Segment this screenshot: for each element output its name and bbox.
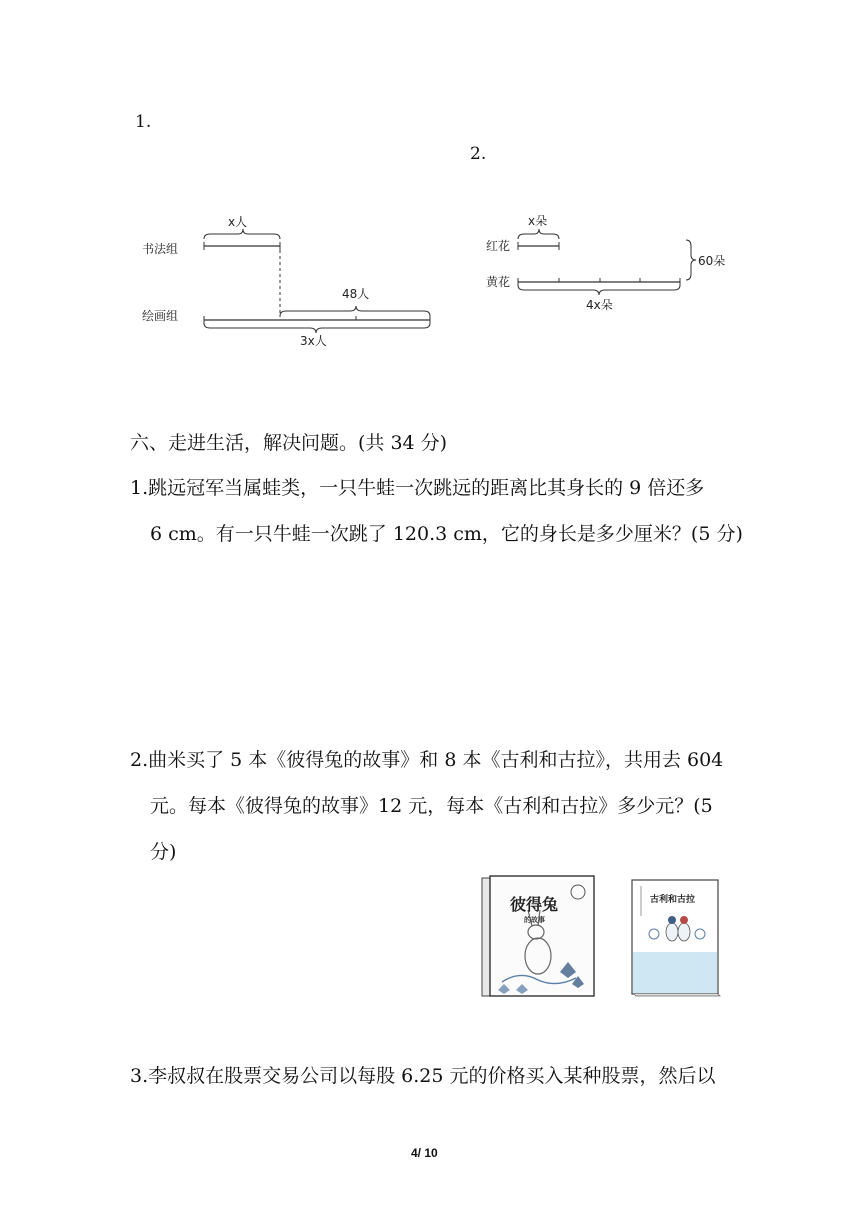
book-1-subtitle: 的故事 [524,916,545,924]
diagram-1-number: 1. [135,112,152,132]
book-2-title: 古利和古拉 [650,895,696,905]
section-heading: 六、走进生活，解决问题。(共 34 分) [130,432,448,454]
problem-2-line-2: 元。每本《彼得兔的故事》12 元，每本《古利和古拉》多少元？(5 [150,795,713,817]
diagram-2-line-segments [480,212,740,322]
problem-3-line-1: 3.李叔叔在股票交易公司以每股 6.25 元的价格买入某种股票，然后以 [130,1065,716,1087]
diagram-2-bottom-brace-label: 4x朵 [586,298,613,312]
page-number: 4/ 10 [411,1146,438,1160]
book-1-title: 彼得兔 [510,895,559,914]
diagram-2-top-brace [518,229,559,239]
diagram-1-mid-brace [280,306,430,316]
diagram-1-bottom-brace [204,323,430,333]
diagram-2-side-brace-label: 60朵 [698,254,726,268]
diagram-2-number: 2. [470,144,487,164]
book-peter-rabbit-illustration [480,872,598,1000]
problem-2-line-3: 分) [150,841,177,863]
diagram-1-top-brace [204,229,280,239]
problem-1-line-1: 1.跳远冠军当属蛙类，一只牛蛙一次跳远的距离比其身长的 9 倍还多 [130,477,705,499]
problem-2-line-1: 2.曲米买了 5 本《彼得兔的故事》和 8 本《古利和古拉》，共用去 604 [130,749,724,771]
diagram-1-row2-label: 绘画组 [142,309,179,323]
diagram-2-row2-label: 黄花 [486,275,511,289]
problem-1-line-2: 6 cm。有一只牛蛙一次跳了 120.3 cm，它的身长是多少厘米？(5 分) [150,523,743,545]
diagram-1-mid-brace-label: 48人 [342,287,370,301]
diagram-2-row1-label: 红花 [486,239,511,253]
diagram-2-top-brace-label: x朵 [528,214,548,228]
diagram-1-top-brace-label: x人 [228,215,248,229]
diagram-1-bottom-brace-label: 3x人 [300,334,327,348]
diagram-1-row1-label: 书法组 [142,242,179,256]
diagram-2-bottom-brace [518,285,680,295]
diagram-2-side-brace [686,240,696,280]
diagram-1-line-segments [130,210,450,350]
book-guri-gura-illustration [628,876,724,1000]
